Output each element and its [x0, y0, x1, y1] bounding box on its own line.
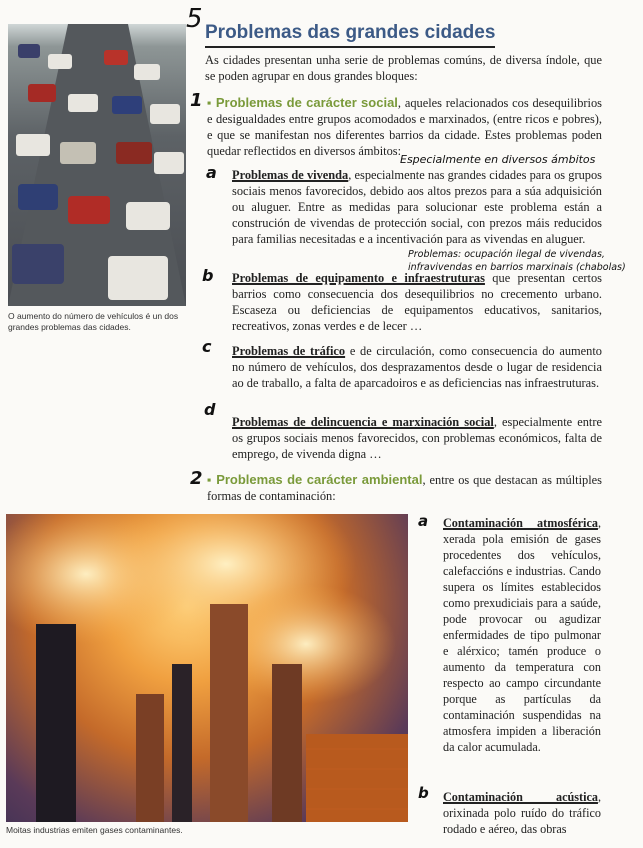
- item-atmosferica-letter: a: [418, 512, 429, 530]
- item-d-letter: d: [204, 400, 216, 419]
- item-delincuencia-text: , especialmente entre os grupos sociais menos favorecidos, con problemas económicos, falta de emprego, de vivenda digna …: [232, 415, 602, 461]
- traffic-photo-caption: O aumento do número de vehículos é un dos grandes problemas das cidades.: [8, 311, 179, 332]
- section-ambiental-intro: , entre os que destacan as múltiples formas de contaminación:: [207, 473, 602, 503]
- item-acustica-letter: b: [418, 784, 429, 802]
- item-delincuencia-heading: Problemas de delincuencia e marxinación social: [232, 415, 494, 429]
- item-vivenda-text: , especialmente nas grandes cidades para os grupos sociais menos favorecidos, debido aos altos prezos para a súa adquisición ou aluguer. Entre as medidas para solucionar este problema están a construción de vivendas de protección social, con prezos máis reducidos para familias necesitadas e a incentivación para as vivendas en aluguer.: [232, 168, 603, 246]
- traffic-photo: [8, 24, 186, 306]
- item-c-letter: c: [202, 337, 212, 356]
- page-title: Problemas das grandes cidades: [205, 22, 495, 48]
- item-delincuencia: [232, 414, 602, 462]
- handwritten-note-1: Especialmente en diversos ámbitos: [400, 153, 596, 166]
- intro-paragraph: As cidades presentan unha serie de problemas comúns, de diversa índole, que se poden agrupar en dous grandes bloques:: [205, 53, 602, 83]
- item-equipamento-heading: Problemas de equipamento e infraestruturas: [232, 271, 485, 285]
- item-trafico: [232, 343, 602, 391]
- industry-illustration: [6, 514, 408, 822]
- item-atmosferica-heading: Contaminación atmosférica: [443, 516, 598, 530]
- industry-photo-caption: Moitas industrias emiten gases contaminantes.: [6, 825, 183, 835]
- traffic-illustration: [8, 24, 186, 306]
- section-social: ▪ Problemas de carácter social, aqueles relacionados cos desequilibrios e desigualdades entre grupos acomodados e marxinados, (entre ricos e pobres), e que se manifestan nos diferentes barrios da cidade. Estes problemas poden quedar reflectidos en diversos ámbitos:: [207, 95, 602, 158]
- item-vivenda-heading: Problemas de vivenda: [232, 168, 349, 182]
- item-atmosferica: [443, 515, 601, 755]
- item-trafico-heading: Problemas de tráfico: [232, 344, 346, 358]
- section-2-number: 2: [190, 468, 203, 489]
- item-atmosferica-text: , xerada pola emisión de gases procedentes dos vehículos, calefaccións e industrias. Cando supera os límites establecidos como prexudiciais para a saúde, pode provocar ou agudizar enfermidades de tipo pulmonar e alérxico; tamén produce o aumento da temperatura con respecto ao campo circundante porque as partículas da contaminación suspendidas na atmosfera impiden a liberación da calor acumulada.: [443, 516, 601, 754]
- section-ambiental: ▪ Problemas de carácter ambiental, entre os que destacan as múltiples formas de contaminación:: [207, 472, 602, 503]
- item-a-letter: a: [206, 163, 217, 182]
- item-equipamento-text: que presentan certos barrios como consecuencia dos desequilibrios no crecemento urbano. Escaseza ou deficiencias de equipamentos educativos, sanitarios, recreativos, zonas verdes e de lecer …: [232, 271, 602, 333]
- industry-photo: [6, 514, 408, 822]
- item-acustica-heading: Contaminación acústica: [443, 790, 598, 804]
- item-vivenda: [232, 167, 602, 247]
- item-acustica-text: , orixinada polo ruído do tráfico rodado e aéreo, das obras: [443, 790, 601, 836]
- section-1-number: 1: [190, 90, 203, 111]
- item-equipamento: [232, 270, 602, 334]
- handwritten-note-2: Problemas: ocupación ilegal de vivendas, infravivendas en barrios marxinais (chabolas): [408, 249, 626, 273]
- section-social-intro: , aqueles relacionados cos desequilibrios e desigualdades entre grupos acomodados e marxinados, (entre ricos e pobres), e que se manifestan nos diferentes barrios da cidade. Estes problemas poden quedar reflectidos en diversos ámbitos:: [207, 96, 602, 158]
- handwritten-page-mark: 5: [186, 4, 203, 34]
- item-trafico-text: e de circulación, como consecuencia do aumento no número de vehículos, dos desprazamentos desde o lugar de residencia ao de traballo, a falta de aparcadoiros e as deficiencias nas infraestruturas.: [232, 344, 602, 390]
- section-social-heading: Problemas de carácter social: [215, 95, 398, 110]
- item-b-letter: b: [202, 266, 214, 285]
- item-acustica: [443, 789, 601, 837]
- section-ambiental-heading: Problemas de carácter ambiental: [216, 472, 423, 487]
